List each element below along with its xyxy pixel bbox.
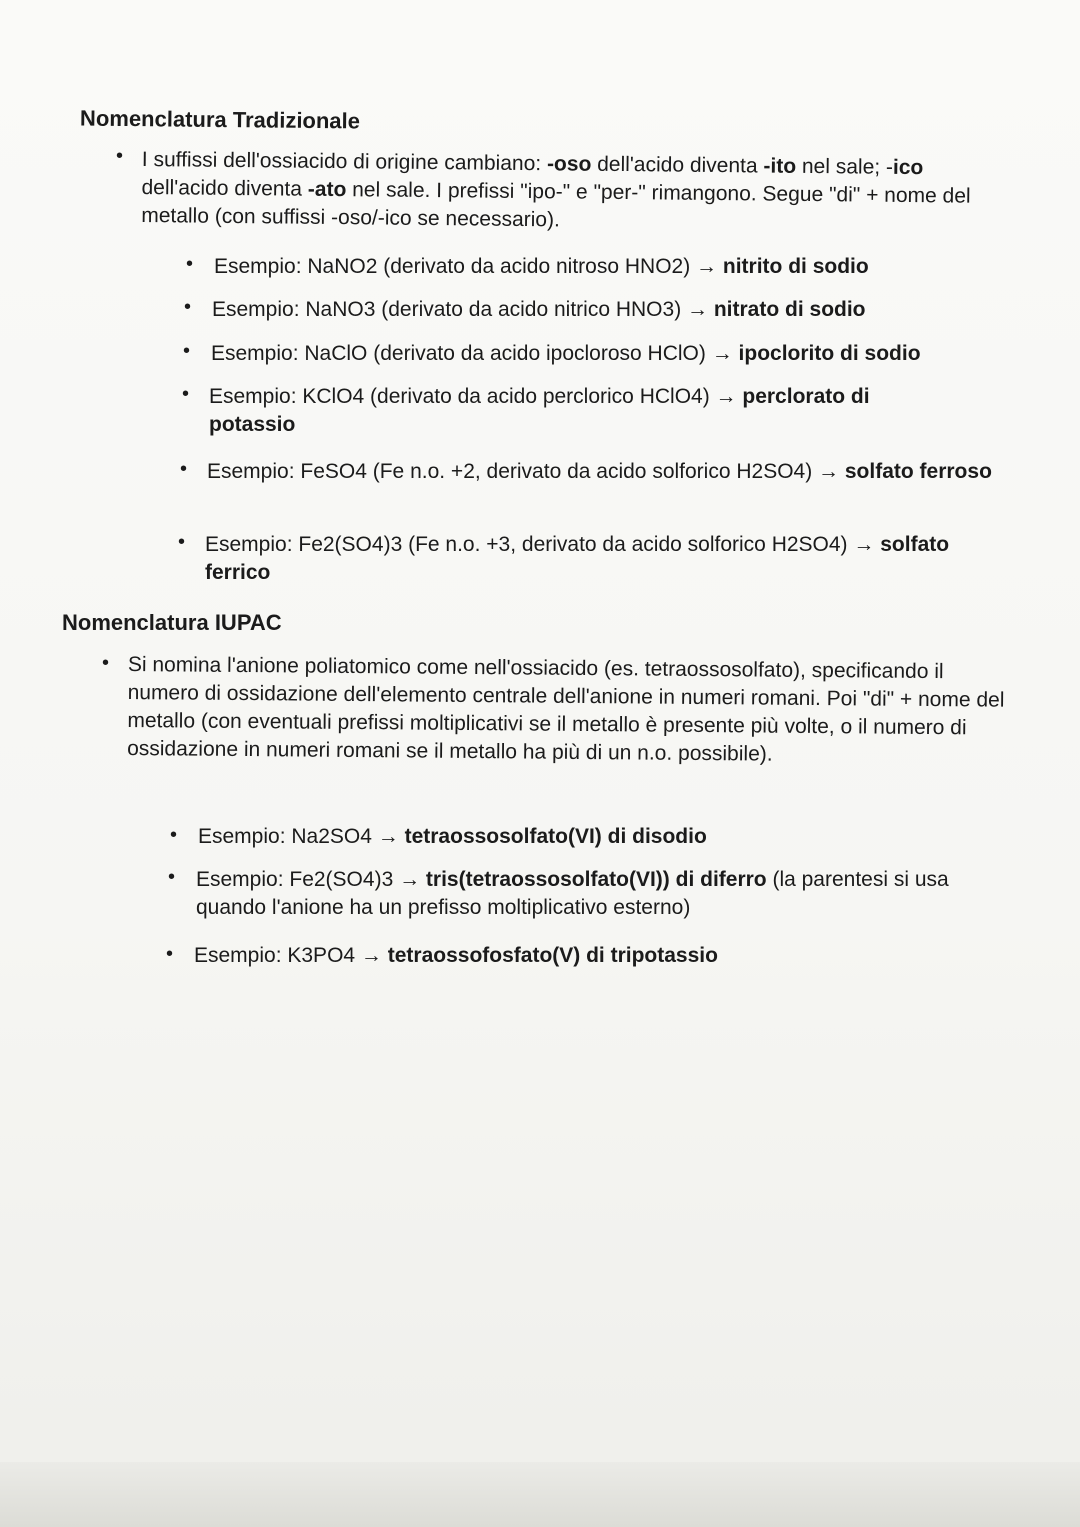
example-result: tetraossosolfato(VI) di disodio [404, 825, 707, 848]
intro-bold: -ito [763, 154, 797, 178]
section-intro-tradizionale [141, 146, 1002, 239]
bullet: • [180, 458, 188, 480]
example-item [207, 458, 1007, 486]
bullet: • [182, 383, 190, 405]
example-result: tetraossofosfato(V) di tripotassio [387, 944, 718, 967]
example-item [198, 823, 707, 851]
intro-text: dell'acido diventa [591, 152, 764, 178]
bullet: • [170, 824, 178, 846]
example-result: ipoclorito di sodio [738, 342, 921, 365]
example-text: Esempio: Na2SO4 → [198, 825, 405, 848]
example-result: perclorato di potassio [209, 385, 870, 436]
example-item [196, 866, 1006, 922]
intro-text: nel sale. I prefissi "ipo-" e "per-" rimangono. Segue "di" + nome del metallo (con suffissi -oso/-ico se necessario). [141, 178, 971, 232]
intro-bold: -oso [546, 152, 592, 176]
bullet: • [183, 340, 191, 362]
example-item [205, 531, 965, 587]
section-intro-iupac: Si nomina l'anione poliatomico come nell'ossiacido (es. tetraossosolfato), specificando il numero di ossidazione dell'elemento centrale dell'anione in numeri romani. Poi "di" + nome del metallo (con eventuali prefissi moltiplicativi se il metallo è presente più volte, o il numero di ossidazione in numeri romani se il metallo ha più di un n.o. possibile). [127, 652, 1005, 766]
example-result: solfato ferrico [205, 533, 950, 584]
bullet: • [116, 145, 124, 167]
section-title-iupac: Nomenclatura IUPAC [62, 610, 282, 635]
example-result: solfato ferroso [844, 460, 992, 483]
bullet: • [184, 296, 192, 318]
intro-text: dell'acido diventa [141, 175, 308, 201]
example-item [212, 296, 866, 324]
example-text: Esempio: NaClO (derivato da acido ipocloroso HClO) → [211, 342, 739, 365]
example-note: (la parentesi si usa quando l'anione ha un prefisso moltiplicativo esterno) [196, 868, 949, 919]
example-text: Esempio: Fe2(SO4)3 → [196, 868, 426, 891]
intro-bold: -ato [307, 177, 347, 202]
intro-text: nel sale; - [795, 154, 894, 179]
example-text: Esempio: Fe2(SO4)3 (Fe n.o. +3, derivato da acido solforico H2SO4) → [205, 533, 881, 556]
example-item [211, 340, 921, 368]
bullet: • [178, 531, 186, 553]
example-item [209, 383, 959, 439]
intro-text: I suffissi dell'ossiacido di origine cambiano: [141, 147, 548, 176]
example-text: Esempio: K3PO4 → [194, 944, 388, 967]
example-text: Esempio: FeSO4 (Fe n.o. +2, derivato da acido solforico H2SO4) → [207, 460, 845, 483]
section-title-tradizionale: Nomenclatura Tradizionale [79, 105, 361, 134]
bullet: • [168, 866, 176, 888]
bullet: • [166, 943, 174, 965]
example-item [214, 253, 869, 281]
example-item [194, 942, 718, 970]
example-text: Esempio: NaNO2 (derivato da acido nitroso HNO2) → [214, 255, 723, 278]
example-result: nitrito di sodio [722, 255, 869, 278]
page-bottom-edge [0, 1462, 1080, 1527]
example-text: Esempio: KClO4 (derivato da acido perclorico HClO4) → [209, 385, 743, 408]
example-text: Esempio: NaNO3 (derivato da acido nitrico HNO3) → [212, 298, 714, 321]
example-result: nitrato di sodio [713, 298, 866, 321]
bullet: • [186, 253, 194, 275]
intro-bold: ico [892, 155, 924, 180]
example-result: tris(tetraossosolfato(VI)) di diferro [425, 868, 767, 891]
bullet: • [102, 652, 110, 674]
